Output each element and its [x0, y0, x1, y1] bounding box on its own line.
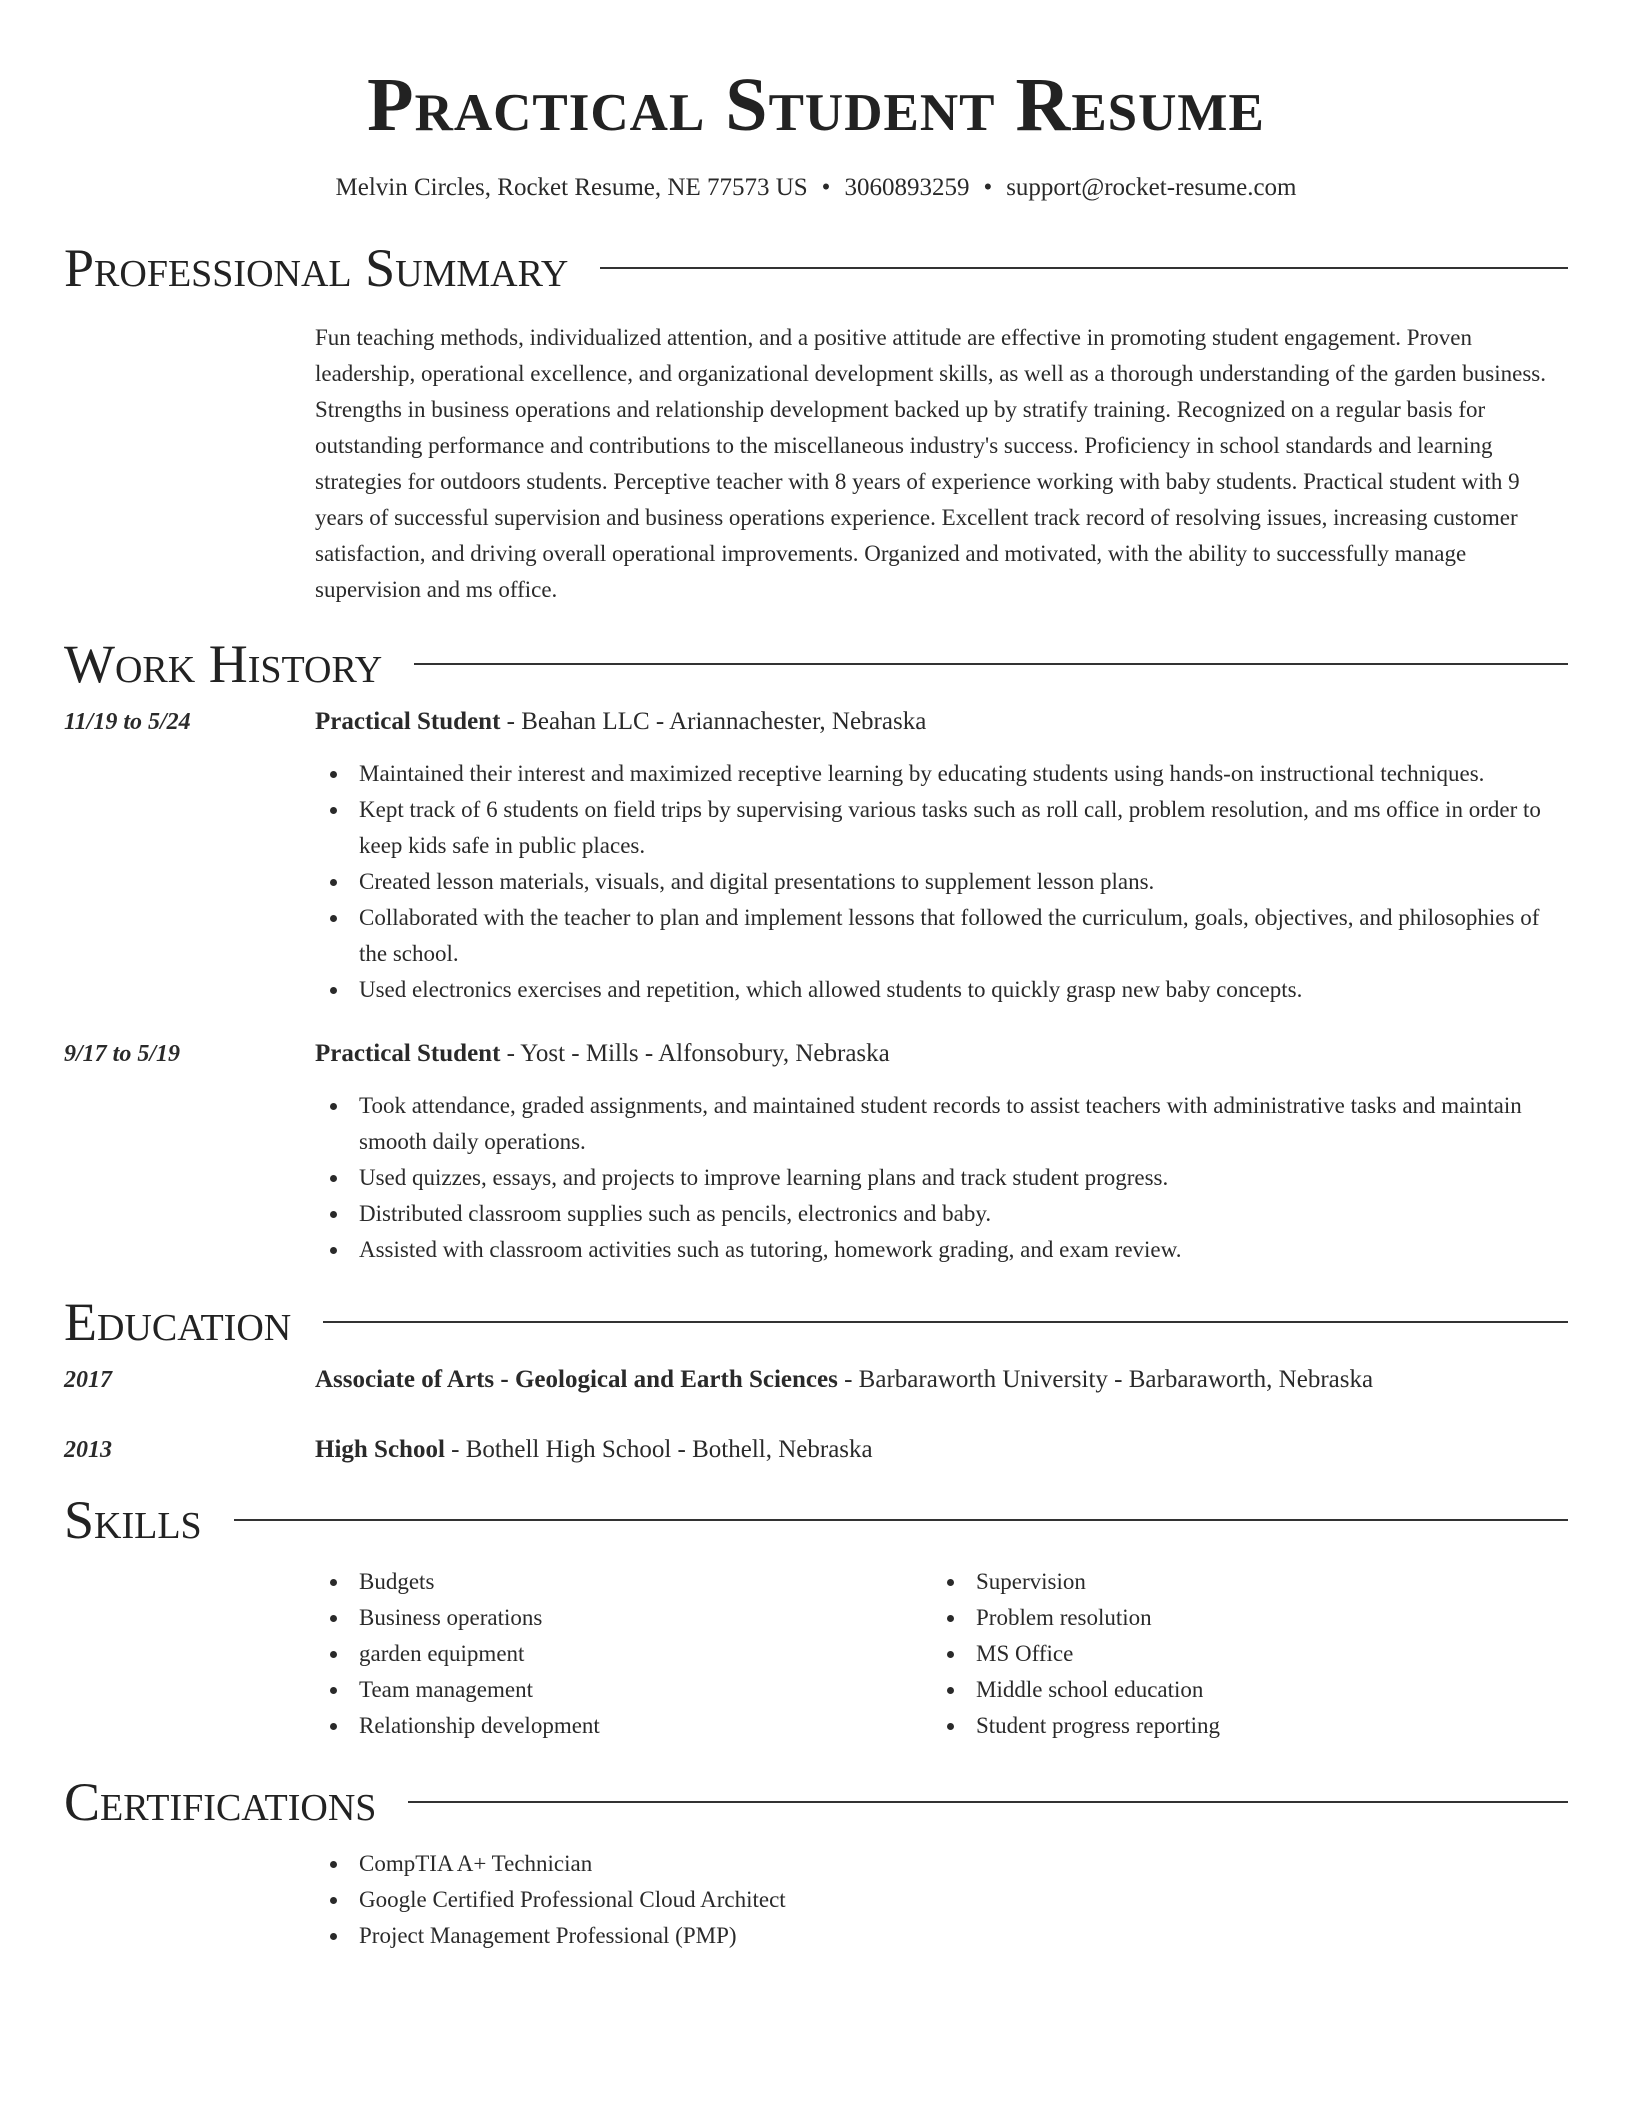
education-details: - Barbaraworth University - Barbaraworth, Nebraska	[837, 1366, 1374, 1393]
section-header-summary	[64, 238, 1568, 298]
list-item: Business operations	[315, 1600, 932, 1636]
certifications-list	[315, 1846, 1568, 1954]
contact-line	[64, 172, 1568, 204]
section-divider	[414, 663, 1568, 665]
education-year: 2017	[64, 1367, 112, 1393]
summary-section	[315, 320, 1568, 608]
job-title-line	[315, 1036, 1568, 1072]
list-item: Middle school education	[932, 1672, 1549, 1708]
list-item: Student progress reporting	[932, 1708, 1549, 1744]
resume-page	[64, 0, 1568, 1954]
job-title-line	[315, 704, 1568, 740]
list-item: Google Certified Professional Cloud Architect	[315, 1882, 1568, 1918]
section-header-education	[64, 1292, 1568, 1352]
list-item: Distributed classroom supplies such as pencils, electronics and baby.	[315, 1196, 1568, 1232]
summary-text: Fun teaching methods, individualized attention, and a positive attitude are effective in promoting student engagement. Proven leadership, operational excellence, and organizational development skills, as well as a thorough understanding of the garden business. Strengths in business operations and relationship development backed up by stratify training. Recognized on a regular basis for outstanding performance and contributions to the miscellaneous industry's success. Proficiency in school standards and learning strategies for outdoors students. Perceptive teacher with 8 years of experience working with baby students. Practical student with 9 years of successful supervision and business operations experience. Excellent track record of resolving issues, increasing customer satisfaction, and driving overall operational improvements. Organized and motivated, with the ability to successfully manage supervision and ms office.	[315, 325, 1546, 602]
section-title-skills: Skills	[64, 1490, 202, 1550]
job-dates: 11/19 to 5/24	[64, 709, 191, 735]
list-item: Assisted with classroom activities such as tutoring, homework grading, and exam review.	[315, 1232, 1568, 1268]
list-item: Supervision	[932, 1564, 1549, 1600]
list-item: CompTIA A+ Technician	[315, 1846, 1568, 1882]
education-year: 2013	[64, 1437, 112, 1463]
list-item: Problem resolution	[932, 1600, 1549, 1636]
job-details: - Beahan LLC - Ariannachester, Nebraska	[500, 708, 927, 735]
list-item: Collaborated with the teacher to plan and implement lessons that followed the curriculum, goals, objectives, and philosophies of the school.	[315, 900, 1568, 972]
list-item: MS Office	[932, 1636, 1549, 1672]
section-header-certifications	[64, 1772, 1568, 1832]
list-item: Created lesson materials, visuals, and digital presentations to supplement lesson plans.	[315, 864, 1568, 900]
resume-title: Practical Student Resume	[367, 63, 1265, 147]
contact-address: Melvin Circles, Rocket Resume, NE 77573 US	[335, 174, 808, 201]
education-entry	[64, 1362, 1568, 1398]
job-entry	[64, 1036, 1568, 1268]
section-divider	[408, 1801, 1568, 1803]
list-item: Team management	[315, 1672, 932, 1708]
job-body	[315, 1036, 1568, 1268]
job-duties-list	[315, 756, 1568, 1008]
section-title-summary: Professional Summary	[64, 238, 569, 298]
list-item: Used electronics exercises and repetition, which allowed students to quickly grasp new baby concepts.	[315, 972, 1568, 1008]
contact-separator: •	[821, 174, 831, 201]
contact-phone: 3060893259	[844, 174, 970, 201]
list-item: Project Management Professional (PMP)	[315, 1918, 1568, 1954]
list-item: Relationship development	[315, 1708, 932, 1744]
section-title-certifications: Certifications	[64, 1772, 377, 1832]
skills-column-left	[315, 1564, 932, 1744]
job-dates: 9/17 to 5/19	[64, 1041, 181, 1067]
section-header-work	[64, 634, 1568, 694]
education-degree: Associate of Arts - Geological and Earth Sciences	[315, 1366, 838, 1393]
job-entry	[64, 704, 1568, 1008]
education-details: - Bothell High School - Bothell, Nebraska	[444, 1436, 873, 1463]
education-line	[315, 1432, 1568, 1468]
list-item: Took attendance, graded assignments, and maintained student records to assist teachers with administrative tasks and maintain smooth daily operations.	[315, 1088, 1568, 1160]
list-item: Used quizzes, essays, and projects to improve learning plans and track student progress.	[315, 1160, 1568, 1196]
section-header-skills	[64, 1490, 1568, 1550]
list-item: garden equipment	[315, 1636, 932, 1672]
education-degree: High School	[315, 1436, 445, 1463]
contact-separator: •	[983, 174, 993, 201]
section-divider	[600, 267, 1568, 269]
education-line	[315, 1362, 1568, 1398]
job-body	[315, 704, 1568, 1008]
section-divider	[234, 1519, 1568, 1521]
education-entry	[64, 1432, 1568, 1468]
skills-column-right	[932, 1564, 1549, 1744]
section-divider	[323, 1321, 1568, 1323]
list-item: Budgets	[315, 1564, 932, 1600]
job-duties-list	[315, 1088, 1568, 1268]
job-details: - Yost - Mills - Alfonsobury, Nebraska	[500, 1040, 890, 1067]
list-item: Maintained their interest and maximized receptive learning by educating students using hands-on instructional techniques.	[315, 756, 1568, 792]
list-item: Kept track of 6 students on field trips by supervising various tasks such as roll call, problem resolution, and ms office in order to keep kids safe in public places.	[315, 792, 1568, 864]
skills-list	[315, 1564, 1568, 1744]
section-title-work: Work History	[64, 634, 383, 694]
job-role: Practical Student	[315, 1040, 501, 1067]
section-title-education: Education	[64, 1292, 292, 1352]
contact-email: support@rocket-resume.com	[1006, 174, 1297, 201]
job-role: Practical Student	[315, 708, 501, 735]
